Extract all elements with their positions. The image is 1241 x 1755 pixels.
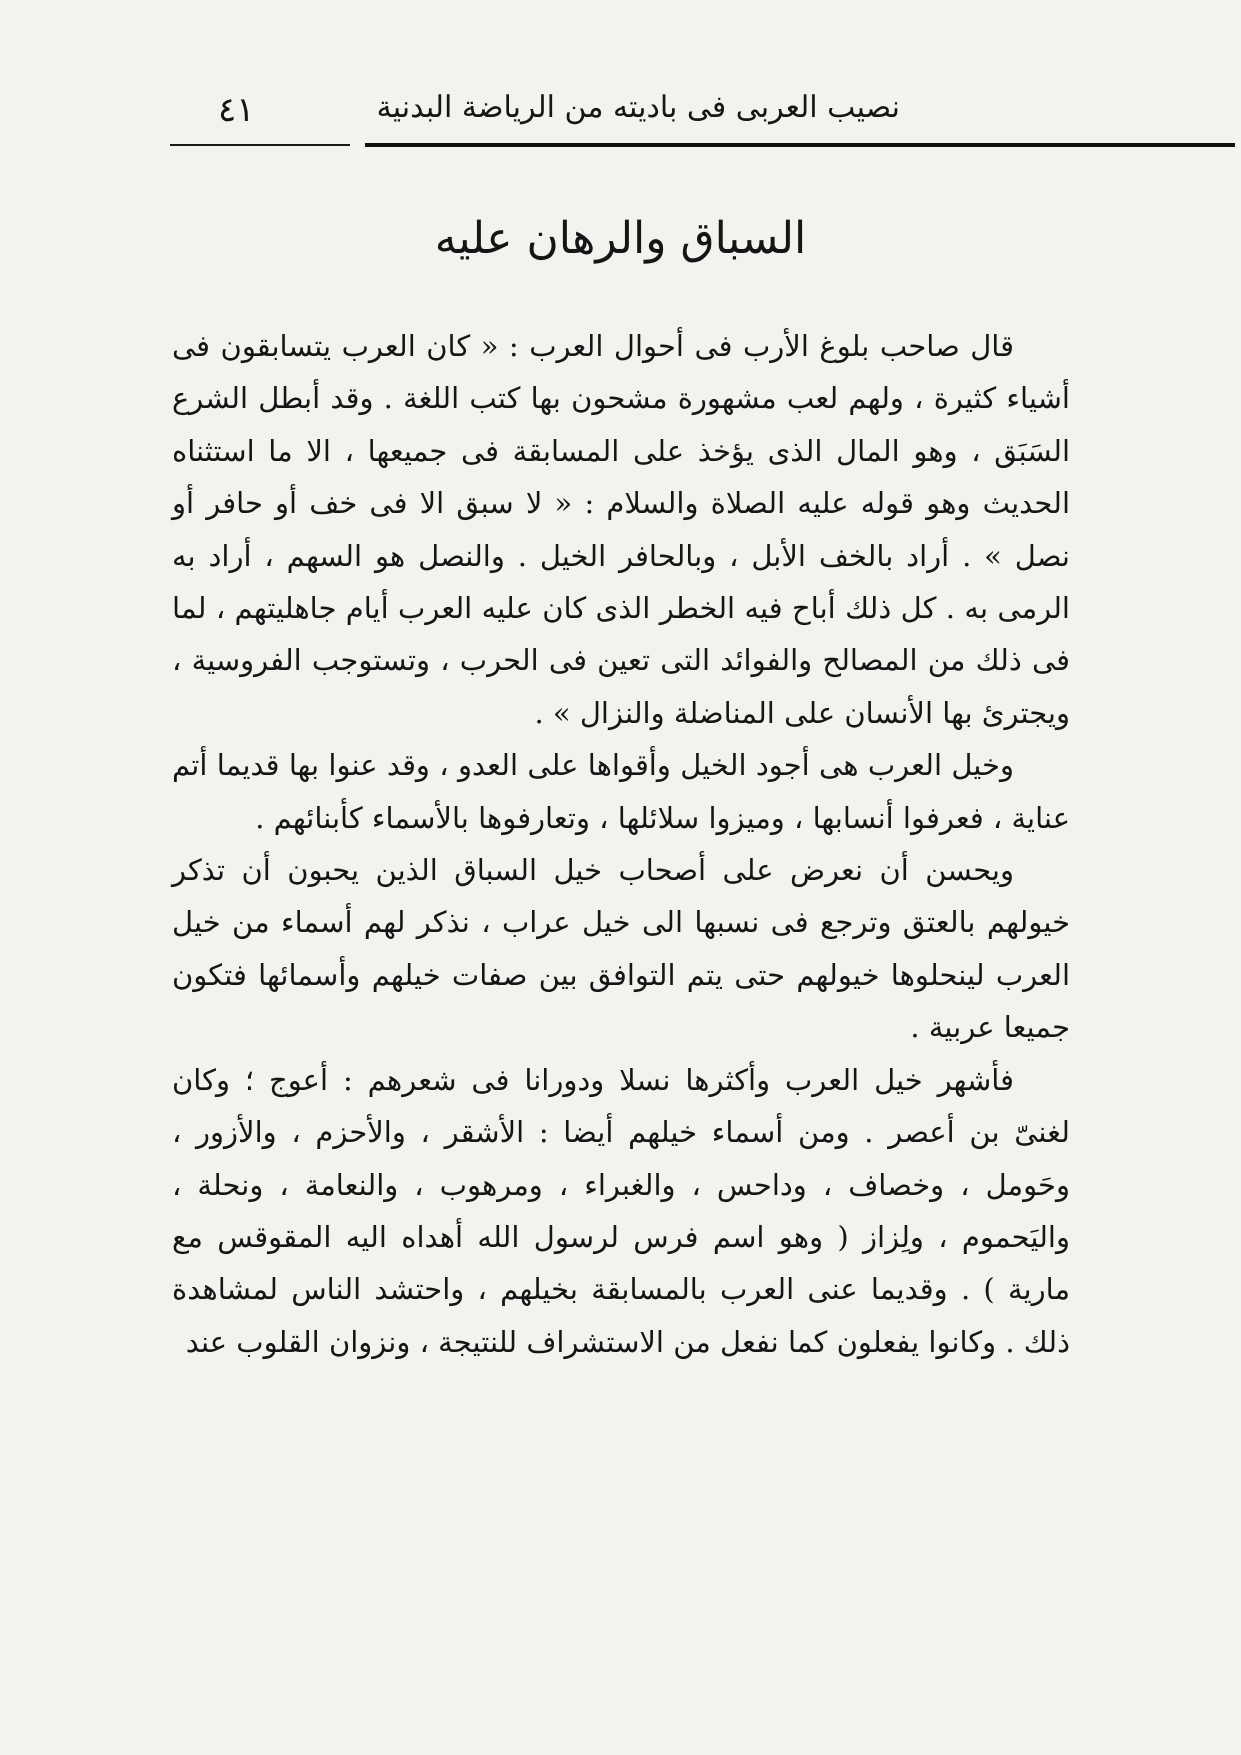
paragraph-3: ويحسن أن نعرض على أصحاب خيل السباق الذين يحبون أن تذكر خيولهم بالعتق وترجع فى نسبها الى خيل عراب ، نذكر لهم أسماء من خيل العرب لينحلوها خيولهم حتى يتم التوافق بين صفات خيلهم وأسمائها فتكون جميعا عربية . xyxy=(172,853,1070,1045)
header-rule-long xyxy=(365,143,1235,147)
header-rule-short xyxy=(170,144,350,146)
paragraph-4: فأشهر خيل العرب وأكثرها نسلا ودورانا فى شعرهم : أعوج ؛ وكان لغنىّ بن أعصر . ومن أسماء خيلهم أيضا : الأشقر ، والأحزم ، والأزور ، وحَومل ، وخصاف ، وداحس ، والغبراء ، ومرهوب ، والنعامة ، ونحلة ، واليَحموم ، ولِزاز ( وهو اسم فرس لرسول الله أهداه اليه المقوقس مع مارية ) . وقديما عنى العرب بالمسابقة بخيلهم ، واحتشد الناس لمشاهدة ذلك . وكانوا يفعلون كما نفعل من الاستشراف للنتيجة ، ونزوان القلوب عند xyxy=(172,1062,1070,1359)
page-number: ٤١ xyxy=(218,90,255,130)
paragraph-2: وخيل العرب هى أجود الخيل وأقواها على العدو ، وقد عنوا بها قديما أتم عناية ، فعرفوا أنسابها ، وميزوا سلائلها ، وتعارفوها بالأسماء كأبنائهم . xyxy=(172,748,1070,835)
body-text xyxy=(172,320,1070,1368)
section-title: السباق والرهان عليه xyxy=(434,213,807,264)
page-header xyxy=(170,78,1070,138)
running-title: نصيب العربى فى باديته من الرياضة البدنية xyxy=(376,90,900,125)
paragraph-1: قال صاحب بلوغ الأرب فى أحوال العرب : « كان العرب يتسابقون فى أشياء كثيرة ، ولهم لعب مشهورة مشحون بها كتب اللغة . وقد أبطل الشرع السَبَق ، وهو المال الذى يؤخذ على المسابقة فى جميعها ، الا ما استثناه الحديث وهو قوله عليه الصلاة والسلام : « لا سبق الا فى خف أو حافر أو نصل » . أراد بالخف الأبل ، وبالحافر الخيل . والنصل هو السهم ، أراد به الرمى به . كل ذلك أباح فيه الخطر الذى كان عليه العرب أيام جاهليتهم ، لما فى ذلك من المصالح والفوائد التى تعين فى الحرب ، وتستوجب الفروسية ، ويجترئ بها الأنسان على المناضلة والنزال » . xyxy=(172,329,1070,730)
